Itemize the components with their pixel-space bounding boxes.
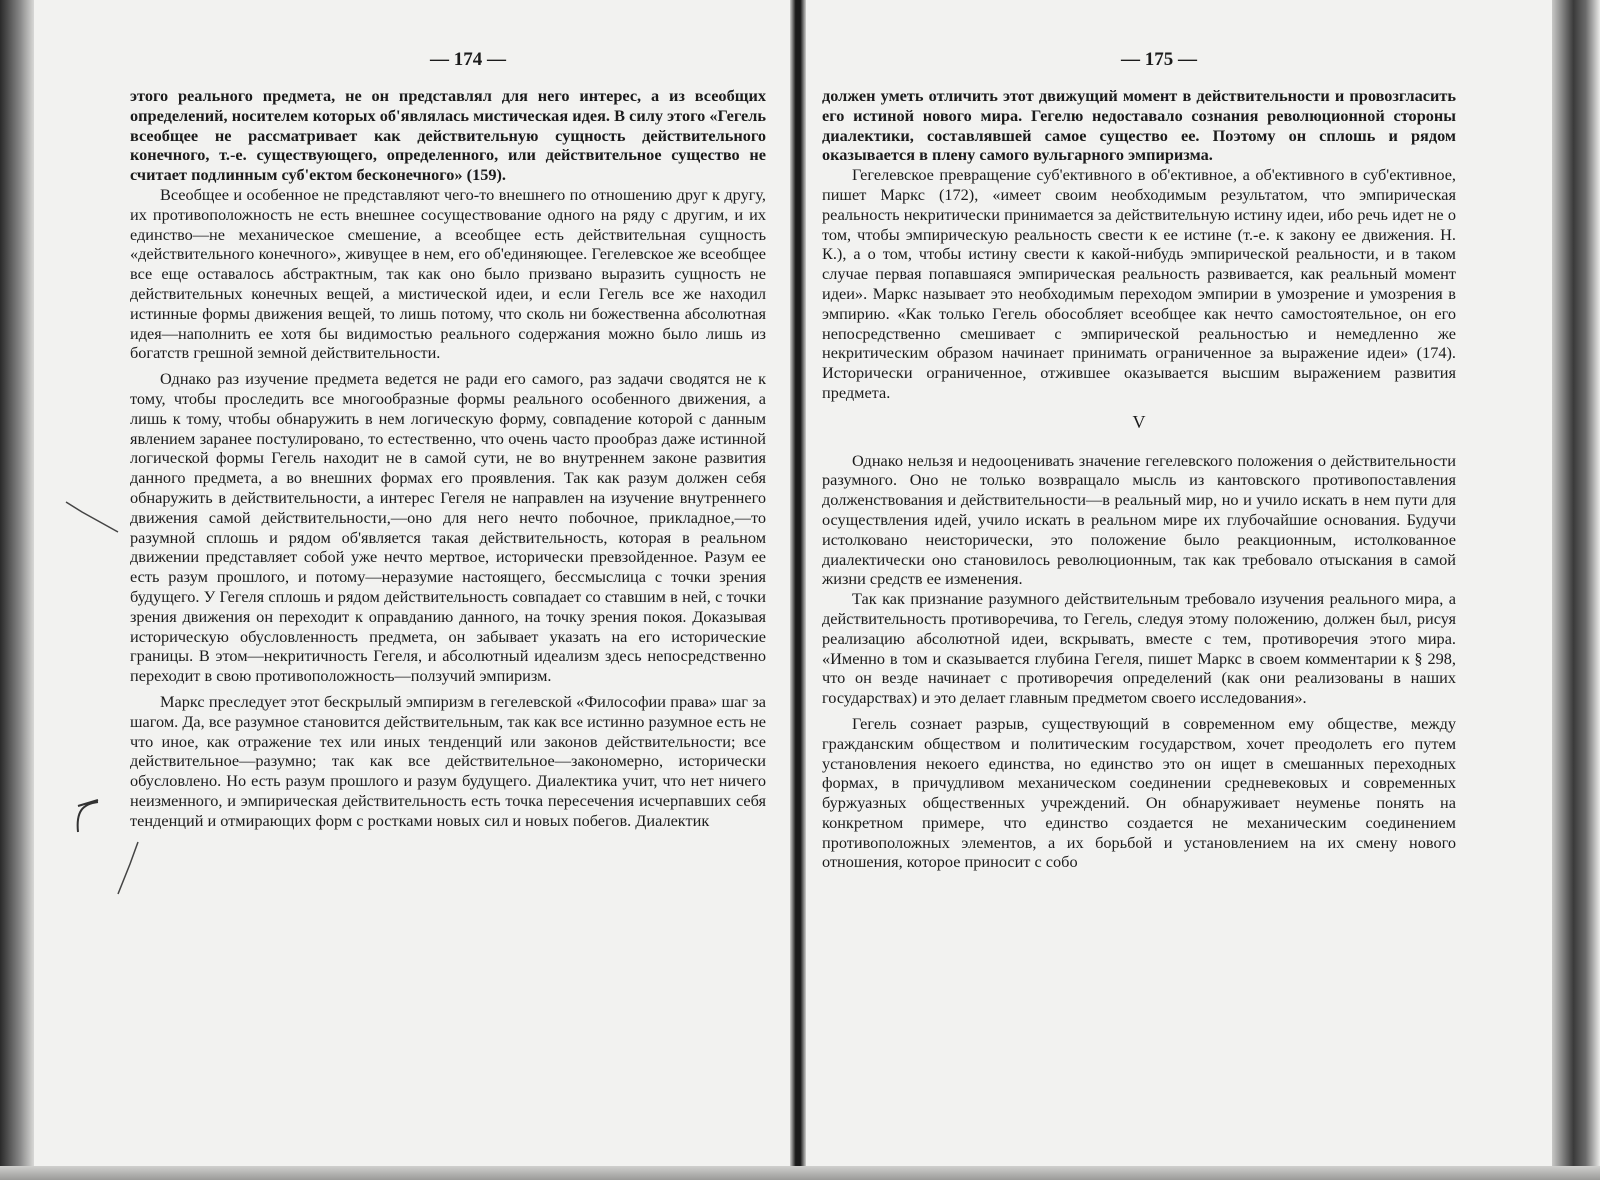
margin-stroke-mark <box>112 838 142 898</box>
left-paragraph-3: Однако раз изучение предмета ведется не ради его самого, раз задачи сводятся не к тому, чтобы проследить все многообразные формы реального особенного движения, а лишь к тому, чтобы обнаружить в нем логическую форму, совпадение которой с данным явлением заранее постулировано, то естественно, что очень часто прообраз даже истинной логической формы Гегель находит не в самой сути, не во внутреннем законе развития данного предмета, а во внешних формах его проявления. Так как разум должен себя обнаружить в действительности, а интерес Гегеля не направлен на изучение внутреннего движения самой действительности,—оно для него нечто побочное, прикладное,—то разумной сплошь и рядом об'является такая действительность, которая в реальном движении представляет собой уже нечто мертвое, исторически превзойденное. Разум ее есть разум прошлого, и потому—неразумие настоящего, бессмыслица с точки зрения будущего. У Гегеля сплошь и рядом действительность совпадает со ставшим в ней, с точки зрения движения он переходит к оправданию данного, на точку зрения покоя. Доказывая историческую обусловленность предмета, он забывает указать на его исторические границы. В этом—некритичность Гегеля, и абсолютный идеализм здесь непосредственно переходит в свою противоположность—ползучий эмпиризм. <box>130 369 766 686</box>
right-page-number: — 175 — <box>1121 49 1197 70</box>
left-page <box>130 48 766 830</box>
page-edge-left <box>0 0 34 1180</box>
margin-arrow-mark <box>62 498 122 538</box>
right-paragraph-2: Гегелевское превращение суб'ективного в об'ективное, а об'ективного в суб'ективное, пишет Маркс (172), «имеет своим необходимым результатом, что эмпирическая реальность некритически принимается за действительную истину идеи, ибо речь идет не о том, чтобы эмпирическую реальность свести к ее истине (т.-е. к закону ее движения. Н. К.), а о том, чтобы истину свести к какой-нибудь эмпирической реальности, и в таком случае первая попавшаяся эмпирическая реальность развивается, как реальный момент идеи». Маркс называет это необходимым переходом эмпирии в умозрение и умозрения в эмпирию. «Как только Гегель обособляет всеобщее как нечто самостоятельное, он его непосредственно смешивает с эмпирической реальностью и немедленно же некритическим образом начинает принимать ограниченное за выражение идеи» (174). Исторически ограниченное, отжившее оказывается высшим выражением развития предмета. <box>822 165 1456 402</box>
right-page <box>822 48 1456 872</box>
right-paragraph-4: Так как признание разумного действительным требовало изучения реального мира, а действительность противоречива, то Гегель, следуя этому положению, должен был, рисуя реализацию абсолютной идеи, вскрывать, вместе с тем, противоречия этого мира. «Именно в том и сказывается глубина Гегеля, пишет Маркс в своем комментарии к § 298, что он везде начинает с противоречия определений (как они реализованы в наших государствах) и это делает главным предметом своего исследования». <box>822 589 1456 708</box>
page-edge-bottom <box>0 1166 1600 1180</box>
page-edge-right <box>1552 0 1600 1180</box>
left-paragraph-4: Маркс преследует этот бескрылый эмпиризм в гегелевской «Философии права» шаг за шагом. Да, все разумное становится действительным, так как все истинно разумное есть не что иное, как отражение тех или иных тенденций или законов действительности; все действительное—разумно; так как все действительное—закономерно, исторически обусловлено. Но есть разум прошлого и разум будущего. Диалектика учит, что нет ничего неизменного, и эмпирическая действительность есть точка пересечения исчерпавших себя тенденций и отмирающих форм с ростками новых сил и новых побегов. Диалектик <box>130 691 766 830</box>
right-paragraph-1: должен уметь отличить этот движущий момент в действительности и провозгласить его истиной нового мира. Гегелю недоставало сознания революционной стороны диалектики, составлявшей самое существо ее. Поэтому он сплошь и рядом оказывается в плену самого вульгарного эмпиризма. <box>822 86 1456 165</box>
right-paragraph-5: Гегель сознает разрыв, существующий в современном ему обществе, между гражданским обществом и политическим государством, хочет преодолеть его путем установления некоего единства, но единство это он ищет в смешанных переходных формах, в причудливом механическом соединении средневековых и современных буржуазных общественных учреждений. Он обнаруживает неуменье понять на конкретном примере, что единство создается не механическим соединением противоположных элементов, а их борьбой и установлением на их смену нового отношения, которое приносит с собо <box>822 713 1456 872</box>
right-paragraph-3: Однако нельзя и недооценивать значение гегелевского положения о действительности разумного. Оно не только возвращало мысль из кантовского противопоставления долженствования и действительности—в реальный мир, но и учило искать в нем пути для осуществления идей, учило искать в реальном мире их глубочайшие основания. Будучи истолковано неисторически, это положение было реакционным, истолкованное диалектически оно становилось революционным, так как требовало отыскания в самой жизни средств ее изменения. <box>822 450 1456 589</box>
book-spine <box>790 0 806 1180</box>
margin-bracket-mark <box>70 798 106 838</box>
section-number: V <box>1132 411 1146 432</box>
left-paragraph-1: этого реального предмета, не он представлял для него интерес, а из всеобщих определений, носителем которых об'являлась мистическая идея. В силу этого «Гегель всеобщее не рассматривает как действительную сущность действительного конечного, т.-е. существующего, определенного, или действительное существо не считает подлинным суб'ектом бесконечного» (159). <box>130 86 766 185</box>
left-page-number: — 174 — <box>430 49 506 70</box>
left-paragraph-2: Всеобщее и особенное не представляют чего-то внешнего по отношению друг к другу, их противоположность не есть внешнее сосуществование одного на ряду с другим, и их единство—не механическое смешение, а всеобщее есть действительная сущность «действительного конечного», живущее в нем, его об'единяющее. Гегелевское же всеобщее все еще оставалось абстрактным, так как оно было призвано выразить сущность не действительных конечных вещей, а мистической идеи, и если Гегель все же находил истинные формы движения вещей, то лишь потому, что сколь ни божественна абсолютная идея—наполнить ее хотя бы видимостью реального содержания можно было лишь из богатств грешной земной действительности. <box>130 184 766 363</box>
